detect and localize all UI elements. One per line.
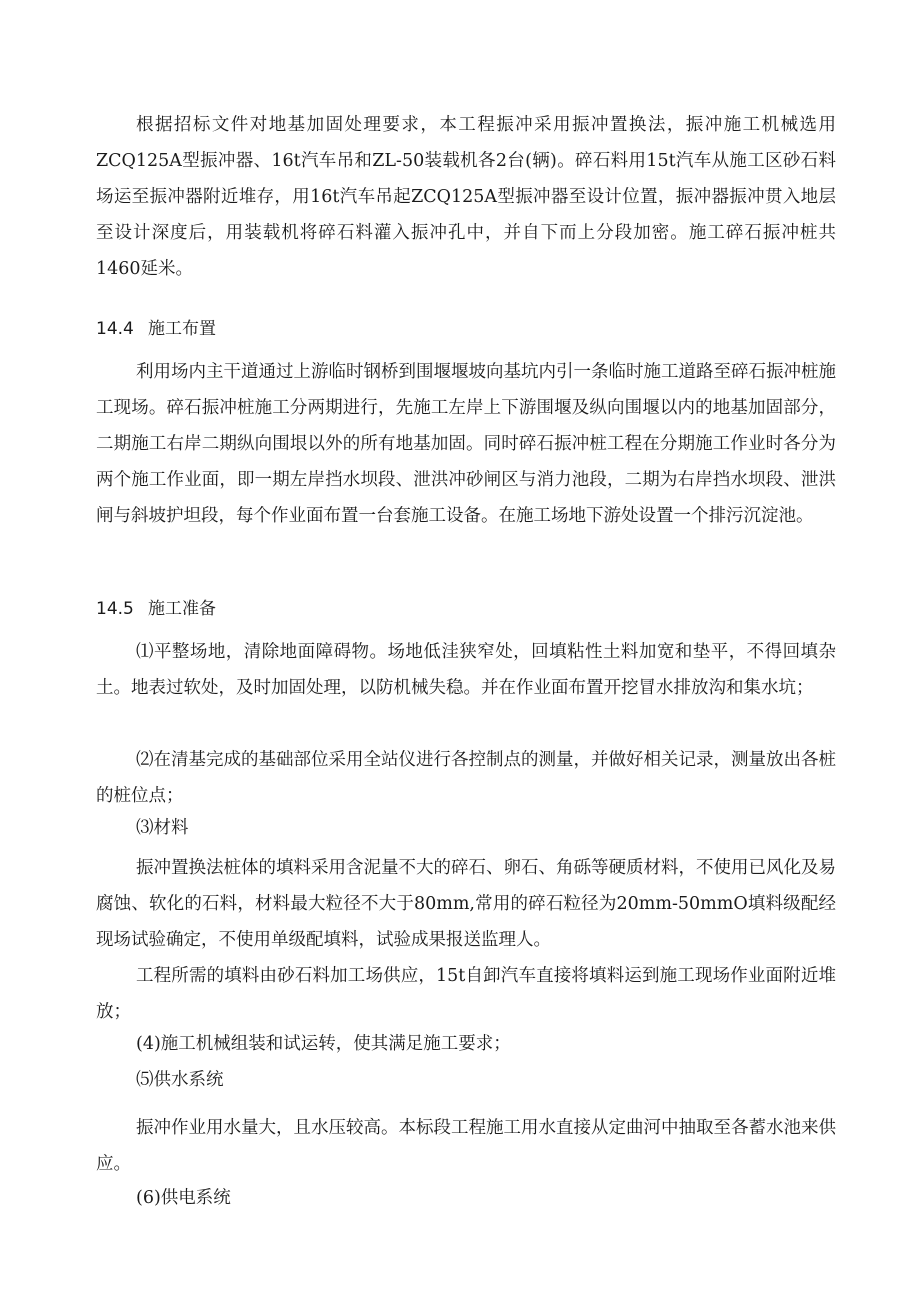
section-title: 施工布置: [148, 319, 216, 339]
section-heading-14-4: [96, 314, 216, 339]
section-heading-14-5: [96, 594, 216, 619]
paragraph-prep-materials-supply: 工程所需的填料由砂石料加工场供应，15t自卸汽车直接将填料运到施工现场作业面附近堆放；: [96, 966, 836, 1022]
paragraph-prep-machinery: (4)施工机械组装和试运转，使其满足施工要求；: [136, 1034, 511, 1054]
paragraph-prep-survey: ⑵在清基完成的基础部位采用全站仪进行各控制点的测量，并做好相关记录，测量放出各桩的桩位点；: [96, 750, 836, 806]
paragraph-prep-materials-title: ⑶材料: [136, 818, 189, 838]
section-title: 施工准备: [148, 599, 216, 619]
paragraph-prep-power-title: (6)供电系统: [136, 1188, 231, 1208]
paragraph-prep-materials-body: 振冲置换法桩体的填料采用含泥量不大的碎石、卵石、角砾等硬质材料，不使用已风化及易腐蚀、软化的石料，材料最大粒径不大于80mm,常用的碎石粒径为20mm-50mmO填料级配经现场试验确定，不使用单级配填料，试验成果报送监理人。: [96, 858, 836, 950]
paragraph-vibro-method: 根据招标文件对地基加固处理要求，本工程振冲采用振冲置换法，振冲施工机械选用ZCQ125A型振冲器、16t汽车吊和ZL-50装载机各2台(辆)。碎石料用15t汽车从施工区砂石料场运至振冲器附近堆存，用16t汽车吊起ZCQ125A型振冲器至设计位置，振冲器振冲贯入地层至设计深度后，用装载机将碎石料灌入振冲孔中，并自下而上分段加密。施工碎石振冲桩共1460延米。: [96, 115, 836, 279]
paragraph-construction-layout: 利用场内主干道通过上游临时钢桥到围堰堰坡向基坑内引一条临时施工道路至碎石振冲桩施工现场。碎石振冲桩施工分两期进行，先施工左岸上下游围堰及纵向围堰以内的地基加固部分，二期施工右岸二期纵向围垠以外的所有地基加固。同时碎石振冲桩工程在分期施工作业时各分为两个施工作业面，即一期左岸挡水坝段、泄洪冲砂闸区与消力池段，二期为右岸挡水坝段、泄洪闸与斜坡护坦段，每个作业面布置一台套施工设备。在施工场地下游处设置一个排污沉淀池。: [96, 362, 836, 526]
section-number: 14.5: [96, 599, 134, 619]
section-number: 14.4: [96, 319, 134, 339]
paragraph-prep-water-title: ⑸供水系统: [136, 1070, 224, 1090]
paragraph-prep-water-body: 振冲作业用水量大，且水压较高。本标段工程施工用水直接从定曲河中抽取至各蓄水池来供应。: [96, 1118, 836, 1174]
paragraph-prep-site-leveling: ⑴平整场地，清除地面障碍物。场地低洼狭窄处，回填粘性土料加宽和垫平，不得回填杂土。地表过软处，及时加固处理，以防机械失稳。并在作业面布置开挖冒水排放沟和集水坑；: [96, 642, 836, 698]
